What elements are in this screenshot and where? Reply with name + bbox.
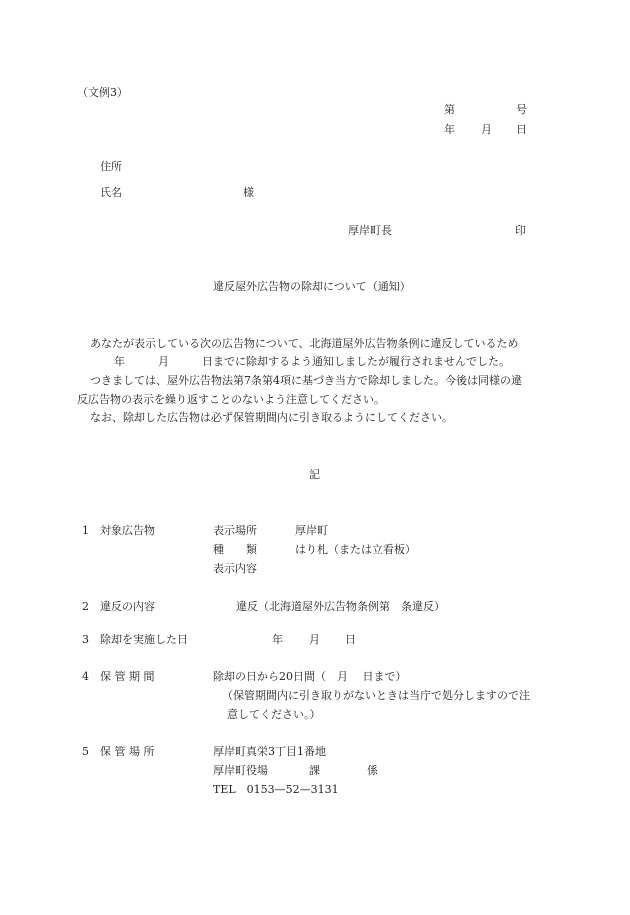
honorific: 様 (243, 186, 254, 199)
date-day: 日 (516, 123, 527, 136)
item-label: 除却を実施した日 (100, 633, 188, 646)
removal-month: 月 (309, 633, 320, 646)
content-label: 表示内容 (213, 562, 257, 575)
storage-address: 厚岸町真栄3丁目1番地 (213, 745, 326, 758)
item-number: 1 (82, 524, 89, 537)
storage-tel: TEL 0153—52—3131 (213, 783, 339, 796)
number-suffix: 号 (516, 103, 527, 116)
number-prefix: 第 (444, 103, 455, 116)
removal-day: 日 (345, 633, 356, 646)
violation-value: 違反（北海道屋外広告物条例第 条違反） (236, 600, 445, 613)
storage-staff: 係 (367, 764, 378, 777)
ki-heading: 記 (309, 468, 320, 481)
body-line: 年 月 日までに除却するよう通知しましたが履行されませんでした。 (114, 355, 510, 368)
removal-year: 年 (272, 633, 283, 646)
storage-note: （保管期間内に引き取りがないときは当庁で処分しますので注 (222, 689, 530, 702)
storage-section: 課 (309, 764, 320, 777)
document-title: 違反屋外広告物の除却について（通知） (213, 280, 411, 293)
name-label: 氏名 (100, 186, 122, 199)
body-line: あなたが表示している次の広告物について、北海道屋外広告物条例に違反しているため (90, 337, 519, 350)
date-month: 月 (481, 123, 492, 136)
storage-period-value: 除却の日から20日間（ 月 日まで） (213, 670, 407, 683)
item-label: 対象広告物 (100, 524, 155, 537)
item-label: 違反の内容 (100, 600, 155, 613)
kind-value: はり札（または立看板） (295, 543, 416, 556)
item-number: 3 (82, 633, 89, 646)
address-label: 住所 (100, 160, 122, 173)
kind-label: 種 類 (213, 543, 257, 556)
sender-title: 厚岸町長 (348, 224, 392, 237)
storage-note: 意してください。） (227, 708, 321, 721)
body-line: 反広告物の表示を繰り返すことのないよう注意してください。 (77, 393, 385, 406)
item-label: 保 管 場 所 (100, 745, 155, 758)
item-label: 保 管 期 間 (100, 670, 155, 683)
item-number: 2 (82, 600, 89, 613)
body-line: つきましては、屋外広告物法第7条第4項に基づき当方で除却しました。今後は同様の違 (90, 374, 522, 387)
date-year: 年 (444, 123, 455, 136)
place-value: 厚岸町 (295, 524, 328, 537)
item-number: 5 (82, 745, 89, 758)
document-label: （文例3） (77, 86, 128, 99)
storage-office: 厚岸町役場 (213, 764, 268, 777)
item-number: 4 (82, 670, 89, 683)
body-line: なお、除却した広告物は必ず保管期間内に引き取るようにしてください。 (90, 411, 453, 424)
seal-mark: 印 (515, 224, 526, 237)
place-label: 表示場所 (213, 524, 257, 537)
